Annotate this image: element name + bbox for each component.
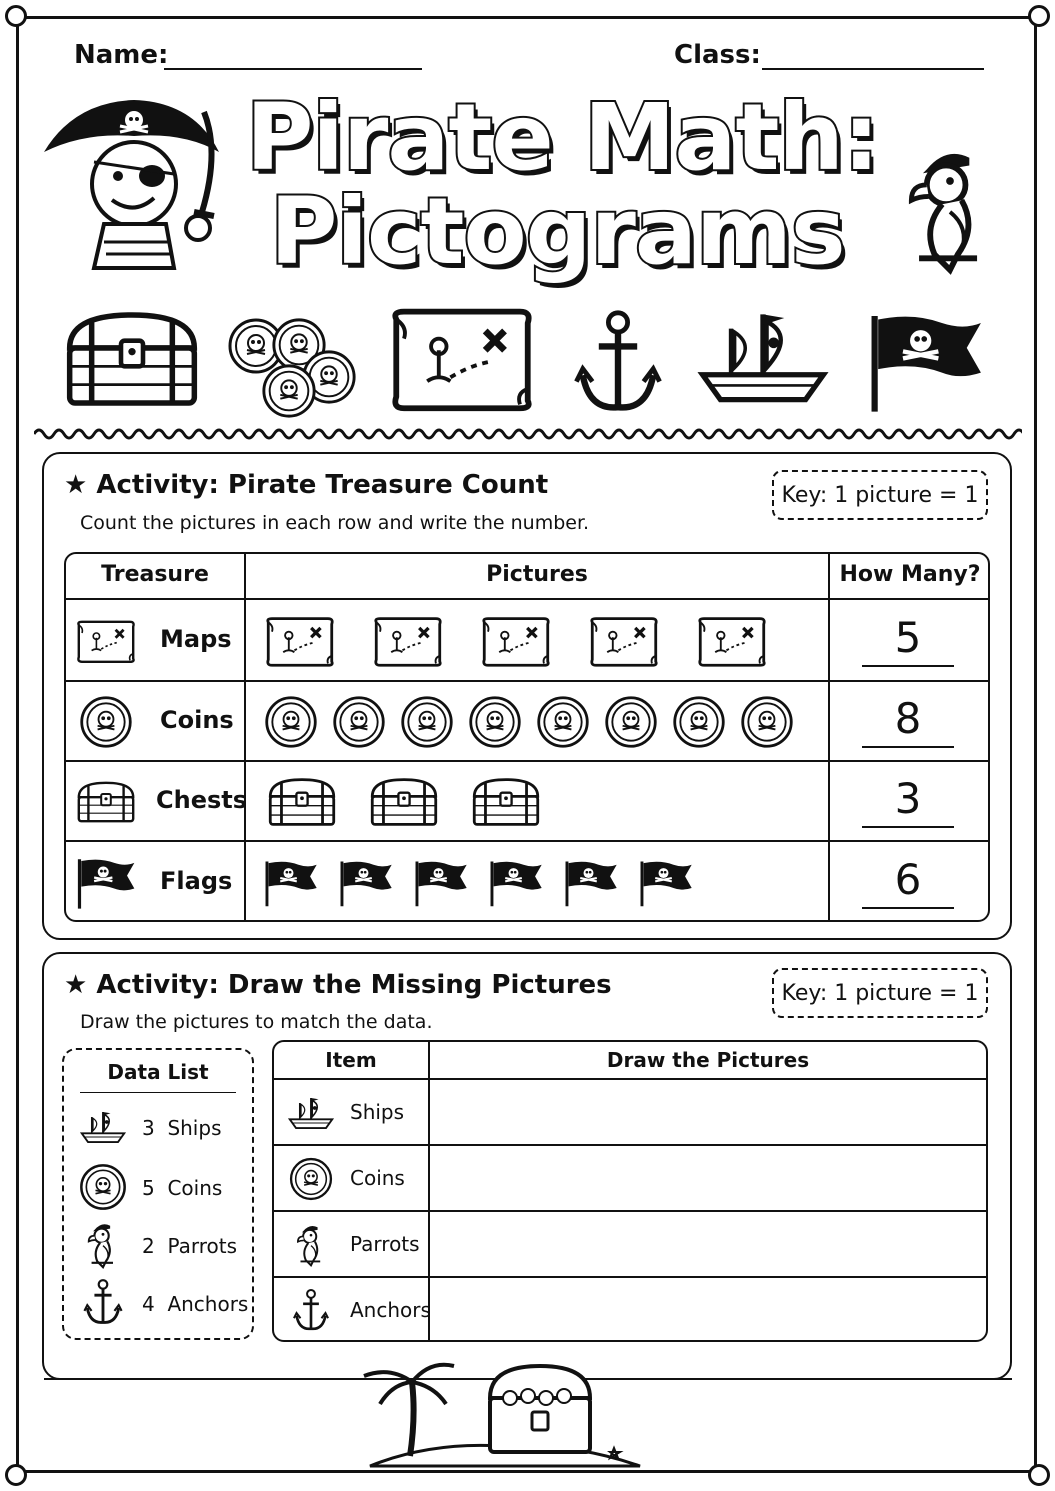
table-row — [66, 598, 988, 680]
corner-ornament — [5, 5, 27, 27]
coin-icon — [78, 1162, 128, 1212]
column-header-pictures: Pictures — [486, 562, 588, 587]
chest-icon — [262, 774, 342, 830]
activity-2-instructions: Draw the pictures to match the data. — [80, 1011, 433, 1033]
row-label: Anchors — [350, 1298, 431, 1322]
flag-icon — [412, 855, 470, 911]
corner-ornament — [1028, 5, 1050, 27]
map-icon — [478, 613, 554, 669]
chest-icon — [74, 774, 138, 830]
row-label: Coins — [350, 1166, 405, 1190]
map-icon — [694, 613, 770, 669]
parrot-icon — [78, 1220, 128, 1270]
activity-2-title-text: Activity: Draw the Missing Pictures — [96, 970, 612, 1000]
table-row — [274, 1276, 986, 1342]
row-label: Maps — [160, 625, 232, 653]
parrot-illustration — [892, 110, 1008, 310]
coin-icon — [330, 694, 388, 750]
flag-icon — [337, 855, 395, 911]
page-title-line-2: Pictograms — [270, 178, 845, 285]
pirate-boy-illustration — [34, 92, 234, 272]
coin-icon — [738, 694, 796, 750]
data-list-title: Data List — [107, 1060, 209, 1084]
treasure-count-table — [64, 552, 990, 922]
ship-icon — [78, 1102, 128, 1152]
class-label: Class: — [674, 40, 761, 70]
data-list-item: 3 Ships — [142, 1116, 222, 1140]
chest-icon — [58, 304, 206, 414]
treasure-island-illustration — [350, 1346, 650, 1476]
answer-line — [862, 907, 954, 909]
table-row — [274, 1210, 986, 1276]
bottom-line — [604, 1378, 1012, 1380]
flag-icon — [74, 855, 138, 911]
answer-line — [862, 826, 954, 828]
flag-icon — [562, 855, 620, 911]
table-row — [66, 840, 988, 922]
answer-value[interactable]: 5 — [894, 613, 922, 662]
answer-value[interactable]: 3 — [894, 774, 922, 823]
ship-icon — [286, 1090, 336, 1136]
chest-icon — [466, 774, 546, 830]
name-label: Name: — [74, 40, 169, 70]
coin-icon — [602, 694, 660, 750]
map-icon — [74, 613, 138, 669]
answer-value[interactable]: 8 — [894, 694, 922, 743]
map-icon — [586, 613, 662, 669]
activity-2-key: Key: 1 picture = 1 — [772, 968, 988, 1018]
activity-1-instructions: Count the pictures in each row and write the number. — [80, 512, 590, 534]
coin-icon — [534, 694, 592, 750]
answer-line — [862, 746, 954, 748]
table-row — [66, 760, 988, 840]
ship-icon — [692, 292, 834, 422]
map-icon — [370, 613, 446, 669]
flag-icon — [487, 855, 545, 911]
row-label: Parrots — [350, 1232, 420, 1256]
map-icon — [262, 613, 338, 669]
column-header-how-many: How Many? — [839, 562, 981, 587]
parrot-icon — [286, 1222, 336, 1268]
drawing-area[interactable] — [430, 1146, 986, 1210]
row-label: Chests — [156, 786, 248, 814]
chest-icon — [364, 774, 444, 830]
row-label: Coins — [160, 706, 234, 734]
drawing-area[interactable] — [430, 1080, 986, 1144]
name-field[interactable] — [164, 68, 422, 70]
anchor-icon — [570, 306, 666, 422]
corner-ornament — [1028, 1464, 1050, 1486]
flag-icon — [864, 308, 988, 416]
bottom-line — [44, 1378, 344, 1380]
table-row — [274, 1078, 986, 1144]
answer-value[interactable]: 6 — [894, 855, 922, 904]
page-title-line-1: Pirate Math: — [246, 84, 879, 191]
answer-line — [862, 665, 954, 667]
activity-1-key: Key: 1 picture = 1 — [772, 470, 988, 520]
column-header-draw: Draw the Pictures — [606, 1048, 810, 1072]
wave-divider — [34, 424, 1022, 444]
activity-2-title — [64, 970, 612, 1000]
data-list-box — [62, 1048, 254, 1340]
coin-icon — [670, 694, 728, 750]
star-icon: ★ — [64, 470, 97, 500]
data-list-item: 5 Coins — [142, 1176, 223, 1200]
activity-1-title — [64, 470, 548, 500]
coin-icon — [286, 1156, 336, 1202]
star-icon: ★ — [64, 970, 97, 1000]
coin-icon — [74, 694, 138, 750]
class-field[interactable] — [762, 68, 984, 70]
column-header-treasure: Treasure — [101, 562, 209, 587]
coin-icon — [262, 694, 320, 750]
data-list-divider — [80, 1092, 236, 1093]
column-header-item: Item — [325, 1048, 377, 1072]
map-icon — [380, 300, 544, 416]
table-row — [274, 1144, 986, 1210]
corner-ornament — [5, 1464, 27, 1486]
drawing-area[interactable] — [430, 1212, 986, 1276]
anchor-icon — [78, 1278, 128, 1328]
drawing-area[interactable] — [430, 1278, 986, 1342]
row-label: Flags — [160, 867, 233, 895]
table-row — [66, 680, 988, 760]
data-list-item: 2 Parrots — [142, 1234, 238, 1258]
coin-icon — [466, 694, 524, 750]
draw-pictures-table — [272, 1040, 988, 1342]
row-label: Ships — [350, 1100, 405, 1124]
flag-icon — [637, 855, 695, 911]
data-list-item: 4 Anchors — [142, 1292, 249, 1316]
coin-icon — [258, 362, 320, 420]
coin-icon — [398, 694, 456, 750]
activity-1-title-text: Activity: Pirate Treasure Count — [96, 470, 549, 500]
flag-icon — [262, 855, 320, 911]
anchor-icon — [286, 1288, 336, 1334]
